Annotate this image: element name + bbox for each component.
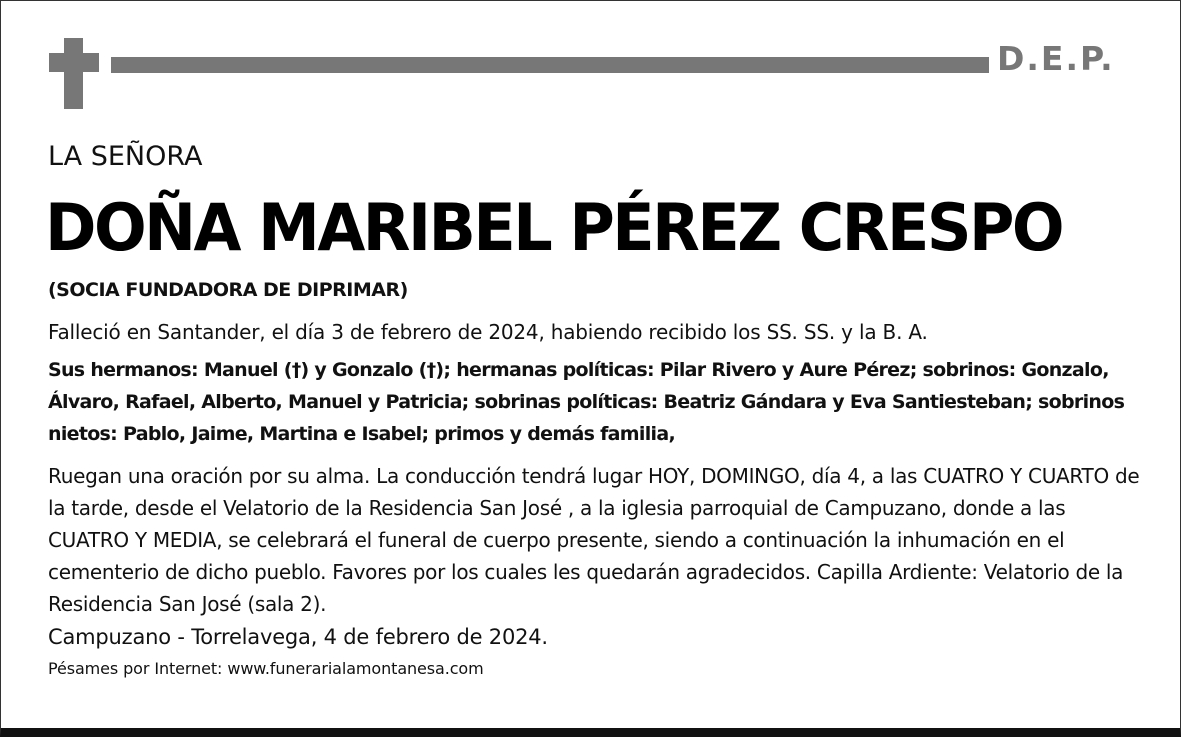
header-rule [111, 57, 989, 73]
subtitle: (SOCIA FUNDADORA DE DIPRIMAR) [48, 279, 408, 301]
family-list: Sus hermanos: Manuel (†) y Gonzalo (†); hermanas políticas: Pilar Rivero y Aure Pérez; sobrinos: Gonzalo, Álvaro, Rafael, Alberto, Manuel y Patricia; sobrinas políticas: Beatriz Gándara y Eva Santiesteban; sobrinos nietos: Pablo, Jaime, Martina e Isabel; primos y demás familia, [48, 359, 1125, 445]
place-date: Campuzano - Torrelavega, 4 de febrero de 2024. [48, 625, 548, 649]
deceased-name: DOÑA MARIBEL PÉREZ CRESPO [45, 189, 1063, 266]
service-details: Ruegan una oración por su alma. La conducción tendrá lugar HOY, DOMINGO, día 4, a las CUATRO Y CUARTO de la tarde, desde el Velatorio de la Residencia San José , a la iglesia parroquial de Campuzano, donde a las CUATRO Y MEDIA, se celebrará el funeral de cuerpo presente, siendo a continuación la inhumación en el cementerio de dicho pueblo. Favores por los cuales les quedarán agradecidos. Capilla Ardiente: Velatorio de la Residencia San José (sala 2). [48, 464, 1140, 616]
intro-label: LA SEÑORA [48, 141, 203, 172]
dep-label: D.E.P. [997, 39, 1115, 78]
death-notice: Falleció en Santander, el día 3 de febrero de 2024, habiendo recibido los SS. SS. y la B. A. [48, 320, 928, 344]
cross-icon-horizontal [49, 53, 99, 72]
cross-icon-vertical [64, 38, 83, 109]
condolences-web: Pésames por Internet: www.funerarialamontanesa.com [48, 659, 484, 678]
